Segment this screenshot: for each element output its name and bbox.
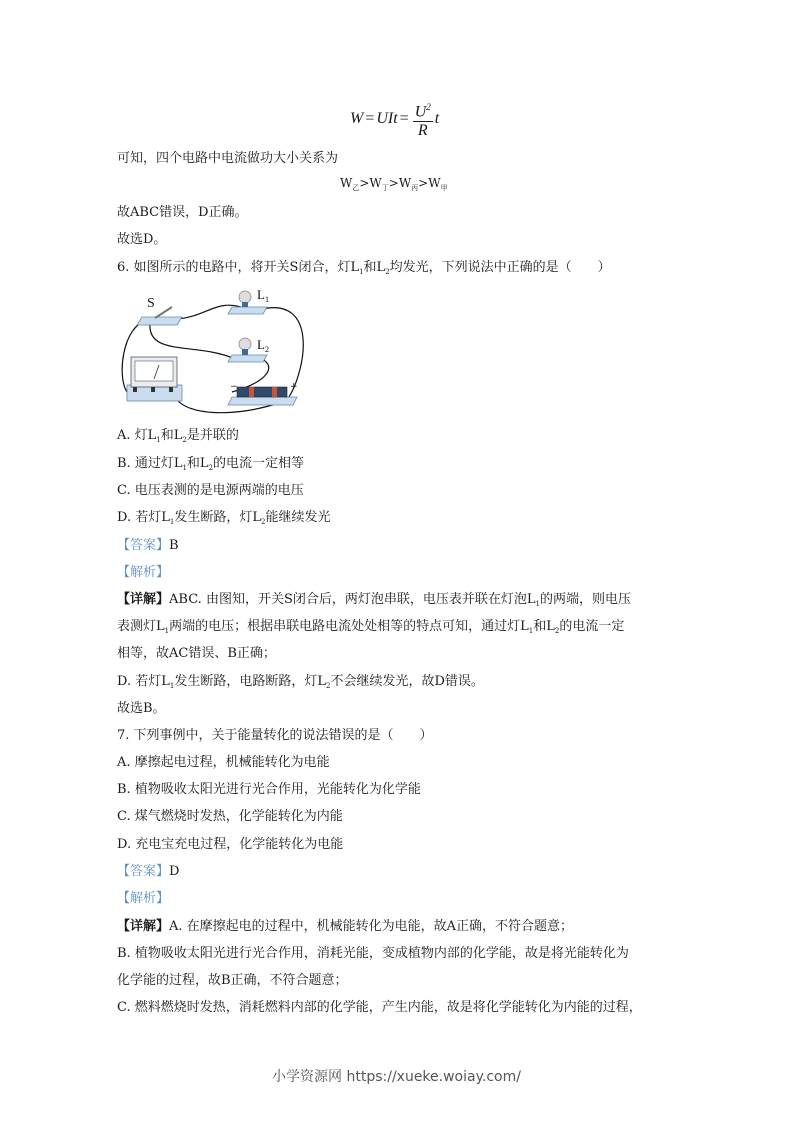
option-text: 发生断路，灯L [174,510,261,525]
detail-text: 和L [533,619,555,634]
q7-detail-line-2: B. 植物吸收太阳光进行光合作用，消耗光能，变成植物内部的化学能，故是将光能转化为 [117,946,629,961]
relation-term: W [398,176,412,190]
q6-answer [117,537,179,555]
svg-text:−: − [230,382,238,392]
answer-label: 【答案】 [117,538,170,553]
option-text: 是并联的 [186,428,239,443]
detail-text: 两端的电压；根据串联电路电流处处相等的特点可知，通过灯L [169,619,529,634]
relation-sub: 丁 [381,184,389,192]
q6-detail-line-1 [117,591,631,613]
intro-line: 可知，四个电路中电流做功大小关系为 [117,151,339,166]
relation-gt: > [359,176,370,190]
option-text: 和L [160,428,183,443]
relation-term: W [340,176,353,190]
q6-option-a [117,427,239,449]
q6-option-d [117,509,330,531]
q6-detail-line-2 [117,618,624,640]
subscript: 1 [169,682,175,690]
relation-term: W [428,176,441,190]
relation-sub: 丙 [411,184,419,192]
option-text: 能继续发光 [265,510,331,525]
subscript: 2 [385,268,390,276]
formula-t: t [434,110,440,128]
q6-option-c [117,482,304,500]
q7-option-d: D. 充电宝充电过程，化学能转化为电能 [117,837,344,852]
relation-gt: > [388,176,399,190]
prev-choice: 故选D。 [117,232,167,247]
q7-detail-line-1 [117,918,573,936]
q7-option-c: C. 煤气燃烧时发热，化学能转化为内能 [117,809,343,824]
detail-text: 发生断路，电路断路，灯L [174,674,326,689]
subscript: 1 [164,627,170,635]
lamp-l1-icon [228,287,269,314]
subscript: 2 [260,518,266,526]
relation-term: W [369,176,382,190]
answer-label: 【答案】 [117,864,170,879]
voltmeter-icon [127,357,182,401]
detail-label: 【详解】 [117,919,170,934]
formula-equals: = [399,110,409,128]
svg-text:L1: $L_1$ [257,287,269,304]
q7-stem: 7. 下列事例中，关于能量转化的说法错误的是（ ） [117,728,433,743]
option-text: B. 通过灯L [117,456,183,471]
formula-denominator: R [417,122,428,140]
option-text: D. 若灯L [117,510,170,525]
formula-fraction [413,98,433,140]
work-formula [350,98,439,140]
detail-label: 【详解】 [117,592,170,607]
option-text: C. 电压表测的是电源两端的电压 [117,483,304,498]
q6-analysis-label: 【解析】 [117,565,170,580]
subscript: 1 [528,627,534,635]
subscript: 2 [208,464,214,472]
option-text: 和L [186,456,209,471]
detail-text: 的两端，则电压 [539,592,631,607]
detail-text: 不会继续发光，故D错误。 [330,674,484,689]
formula-uit: UIt [376,110,398,128]
formula-numerator: U [414,103,427,121]
q6-choice: 故选B。 [117,701,166,716]
answer-value: D [169,864,180,879]
circuit-diagram [117,287,307,415]
svg-text:+: + [290,382,298,392]
answer-value: B [169,538,179,553]
subscript: 2 [554,627,560,635]
subscript: 1 [359,268,364,276]
svg-text:S: S [147,296,155,311]
subscript: 1 [535,600,540,608]
q6-stem-text: 和L [363,260,386,275]
q6-detail-line-3: 相等，故AC错误、B正确； [117,646,276,661]
subscript: 2 [182,436,187,444]
q7-option-a: A. 摩擦起电过程，机械能转化为电能 [117,755,330,770]
lamp-l2-icon [228,337,269,362]
detail-text: A. 在摩擦起电的过程中，机械能转化为电能，故A正确，不符合题意； [169,919,574,934]
q7-answer [117,863,179,881]
option-text: 的电流一定相等 [213,456,305,471]
q6-detail-line-4 [117,673,484,695]
relation-sub: 甲 [440,184,448,192]
q7-option-b: B. 植物吸收太阳光进行光合作用，光能转化为化学能 [117,782,421,797]
battery-icon [228,382,298,405]
subscript: 1 [156,436,161,444]
q6-stem-text: 6. 如图所示的电路中，将开关S闭合，灯L [117,260,360,275]
q6-stem [117,259,611,281]
q6-stem-text: 均发光，下列说法中正确的是（ ） [389,260,611,275]
subscript: 1 [169,518,175,526]
detail-text: D. 若灯L [117,674,170,689]
prev-conclusion: 故ABC错误，D正确。 [117,205,248,220]
q6-option-b [117,455,304,477]
formula-exponent: 2 [426,102,431,112]
q7-detail-line-4: C. 燃料燃烧时发热，消耗燃料内部的化学能，产生内能，故是将化学能转化为内能的过程， [117,1000,642,1015]
option-text: A. 灯L [117,428,157,443]
switch-icon [137,296,182,325]
subscript: 1 [182,464,187,472]
detail-text: ABC. 由图知，开关S闭合后，两灯泡串联，电压表并联在灯泡L [169,592,536,607]
q7-detail-line-3: 化学能的过程，故B正确，不符合题意； [117,973,348,988]
q7-analysis-label: 【解析】 [117,891,170,906]
relation-gt: > [418,176,429,190]
work-relation [340,176,448,193]
detail-text: 表测灯L [117,619,165,634]
footer-watermark: 小学资源网 https://xueke.woiay.com/ [272,1069,521,1085]
formula-w: W [350,110,364,128]
svg-text:L2: $L_2$ [257,337,269,354]
detail-text: 的电流一定 [559,619,625,634]
relation-sub: 乙 [352,184,360,192]
subscript: 2 [325,682,331,690]
formula-equals: = [365,110,375,128]
